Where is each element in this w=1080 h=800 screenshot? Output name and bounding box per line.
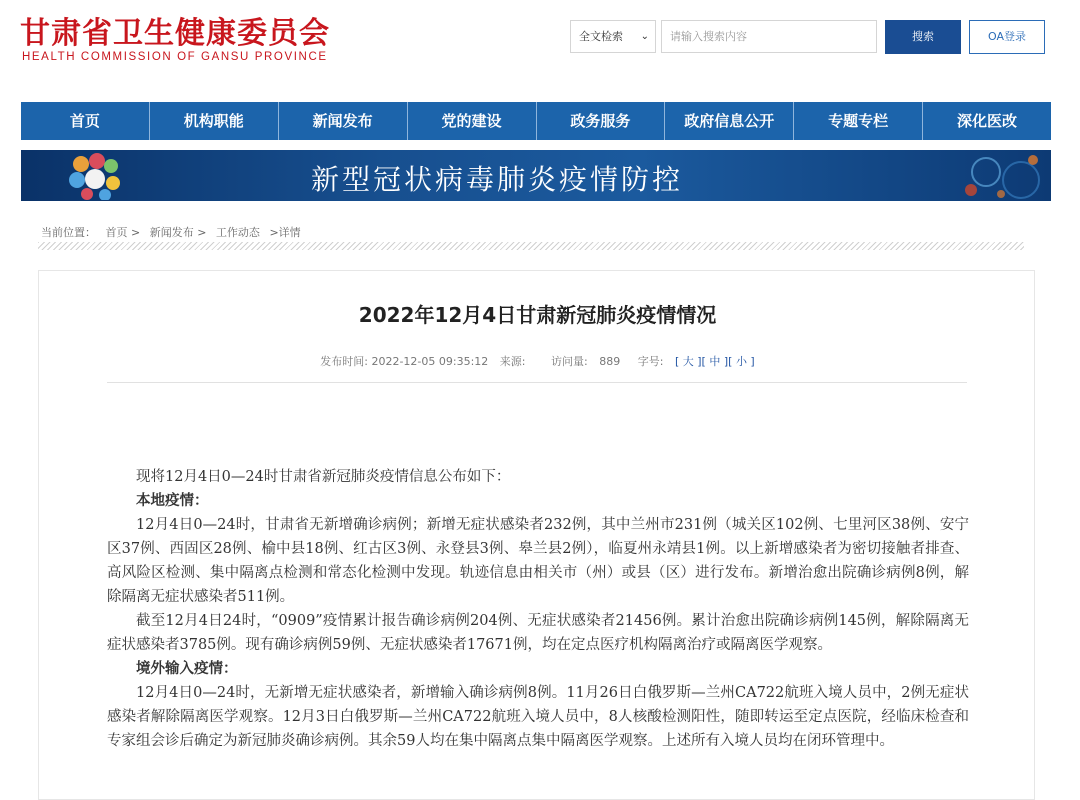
breadcrumb-detail: >详情: [269, 226, 301, 239]
covid-banner[interactable]: [21, 150, 1051, 201]
breadcrumb-work[interactable]: 工作动态: [215, 226, 260, 239]
breadcrumb-home[interactable]: 首页 >: [105, 226, 141, 239]
oa-login-button[interactable]: OA登录: [969, 20, 1045, 54]
virus-decoration-icon: [941, 150, 1051, 201]
nav-item-home[interactable]: 首页: [21, 102, 150, 140]
site-header: [0, 0, 1080, 100]
article-paragraph: 现将12月4日0—24时甘肃省新冠肺炎疫情信息公布如下：: [136, 469, 511, 485]
nav-item-reform[interactable]: 深化医改: [957, 112, 1018, 130]
font-large-button[interactable]: 大: [682, 355, 694, 368]
main-nav: [21, 102, 1051, 140]
article-paragraph: 截至12月4日24时，“0909”疫情累计报告确诊病例204例、无症状感染者21456例。累计治愈出院确诊病例145例，解除隔离无症状感染者3785例。现有确诊病例59例、无症状感染者17671例，均在定点医疗机构隔离治疗或隔离医学观察。: [107, 613, 969, 653]
article-paragraph: 12月4日0—24时，无新增无症状感染者，新增输入确诊病例8例。11月26日白俄罗斯—兰州CA722航班入境人员中，2例无症状感染者解除隔离医学观察。12月3日白俄罗斯—兰州CA722航班入境人员中，8人核酸检测阳性，随即转运至定点医院，经临床检查和专家组会诊后确定为新冠肺炎确诊病例。其余59人均在集中隔离点集中隔离医学观察。上述所有入境人员均在闭环管理中。: [107, 685, 969, 749]
article-panel: [38, 270, 1035, 800]
font-small-button[interactable]: 小: [735, 355, 747, 368]
font-medium-button[interactable]: 中: [709, 355, 721, 368]
covid-emblem-icon: [51, 152, 141, 200]
site-logo-en: HEALTH COMMISSION OF GANSU PROVINCE: [22, 51, 328, 63]
breadcrumb-prefix: 当前位置：: [41, 226, 96, 239]
chevron-down-icon: ⌄: [640, 31, 649, 42]
nav-item-functions[interactable]: 机构职能: [150, 102, 279, 140]
title-divider: [107, 382, 967, 383]
article-title: 2022年12月4日甘肃新冠肺炎疫情情况: [358, 303, 717, 327]
nav-item-services[interactable]: 政务服务: [537, 102, 666, 140]
search-type-value: 全文检索: [579, 30, 623, 43]
article-paragraph: 12月4日0—24时，甘肃省无新增确诊病例；新增无症状感染者232例，其中兰州市231例（城关区102例、七里河区38例、安宁区37例、西固区28例、榆中县18例、红古区3例、永登县3例、皋兰县2例），临夏州永靖县1例。以上新增感染者为密切接触者排查、高风险区检测、集中隔离点检测和常态化检测中发现。轨迹信息由相关市（州）或县（区）进行发布。新增治愈出院确诊病例8例，解除隔离无症状感染者511例。: [107, 517, 969, 605]
search-input[interactable]: [661, 20, 877, 53]
views-count: 889: [599, 355, 621, 368]
divider: [38, 242, 1024, 250]
article-body: [107, 465, 969, 753]
source-label: 来源:: [499, 355, 526, 368]
section-heading-imported: 境外输入疫情：: [136, 660, 238, 677]
banner-title: 新型冠状病毒肺炎疫情防控: [311, 163, 684, 196]
site-logo-cn[interactable]: 甘肃省卫生健康委员会: [20, 16, 330, 51]
search-button[interactable]: 搜索: [885, 20, 961, 54]
views-label: 访问量:: [551, 355, 588, 368]
published-date: 2022-12-05 09:35:12: [371, 355, 489, 368]
search-type-select[interactable]: [570, 20, 656, 53]
search-placeholder: 请输入搜索内容: [670, 30, 747, 43]
published-label: 发布时间:: [320, 355, 368, 368]
nav-item-news[interactable]: 新闻发布: [279, 102, 408, 140]
nav-item-topics[interactable]: 专题专栏: [794, 102, 923, 140]
breadcrumb-news[interactable]: 新闻发布 >: [149, 226, 207, 239]
breadcrumb: [41, 224, 307, 240]
section-heading-local: 本地疫情：: [136, 492, 209, 509]
article-meta: 发布时间: 2022-12-05 09:35:12 来源: 访问量: 889 字号: [ 大 ][ 中 ][ 小 ]: [320, 355, 755, 368]
nav-item-party[interactable]: 党的建设: [408, 102, 537, 140]
nav-item-disclosure[interactable]: 政府信息公开: [665, 102, 794, 140]
fontsize-label: 字号:: [637, 355, 664, 368]
